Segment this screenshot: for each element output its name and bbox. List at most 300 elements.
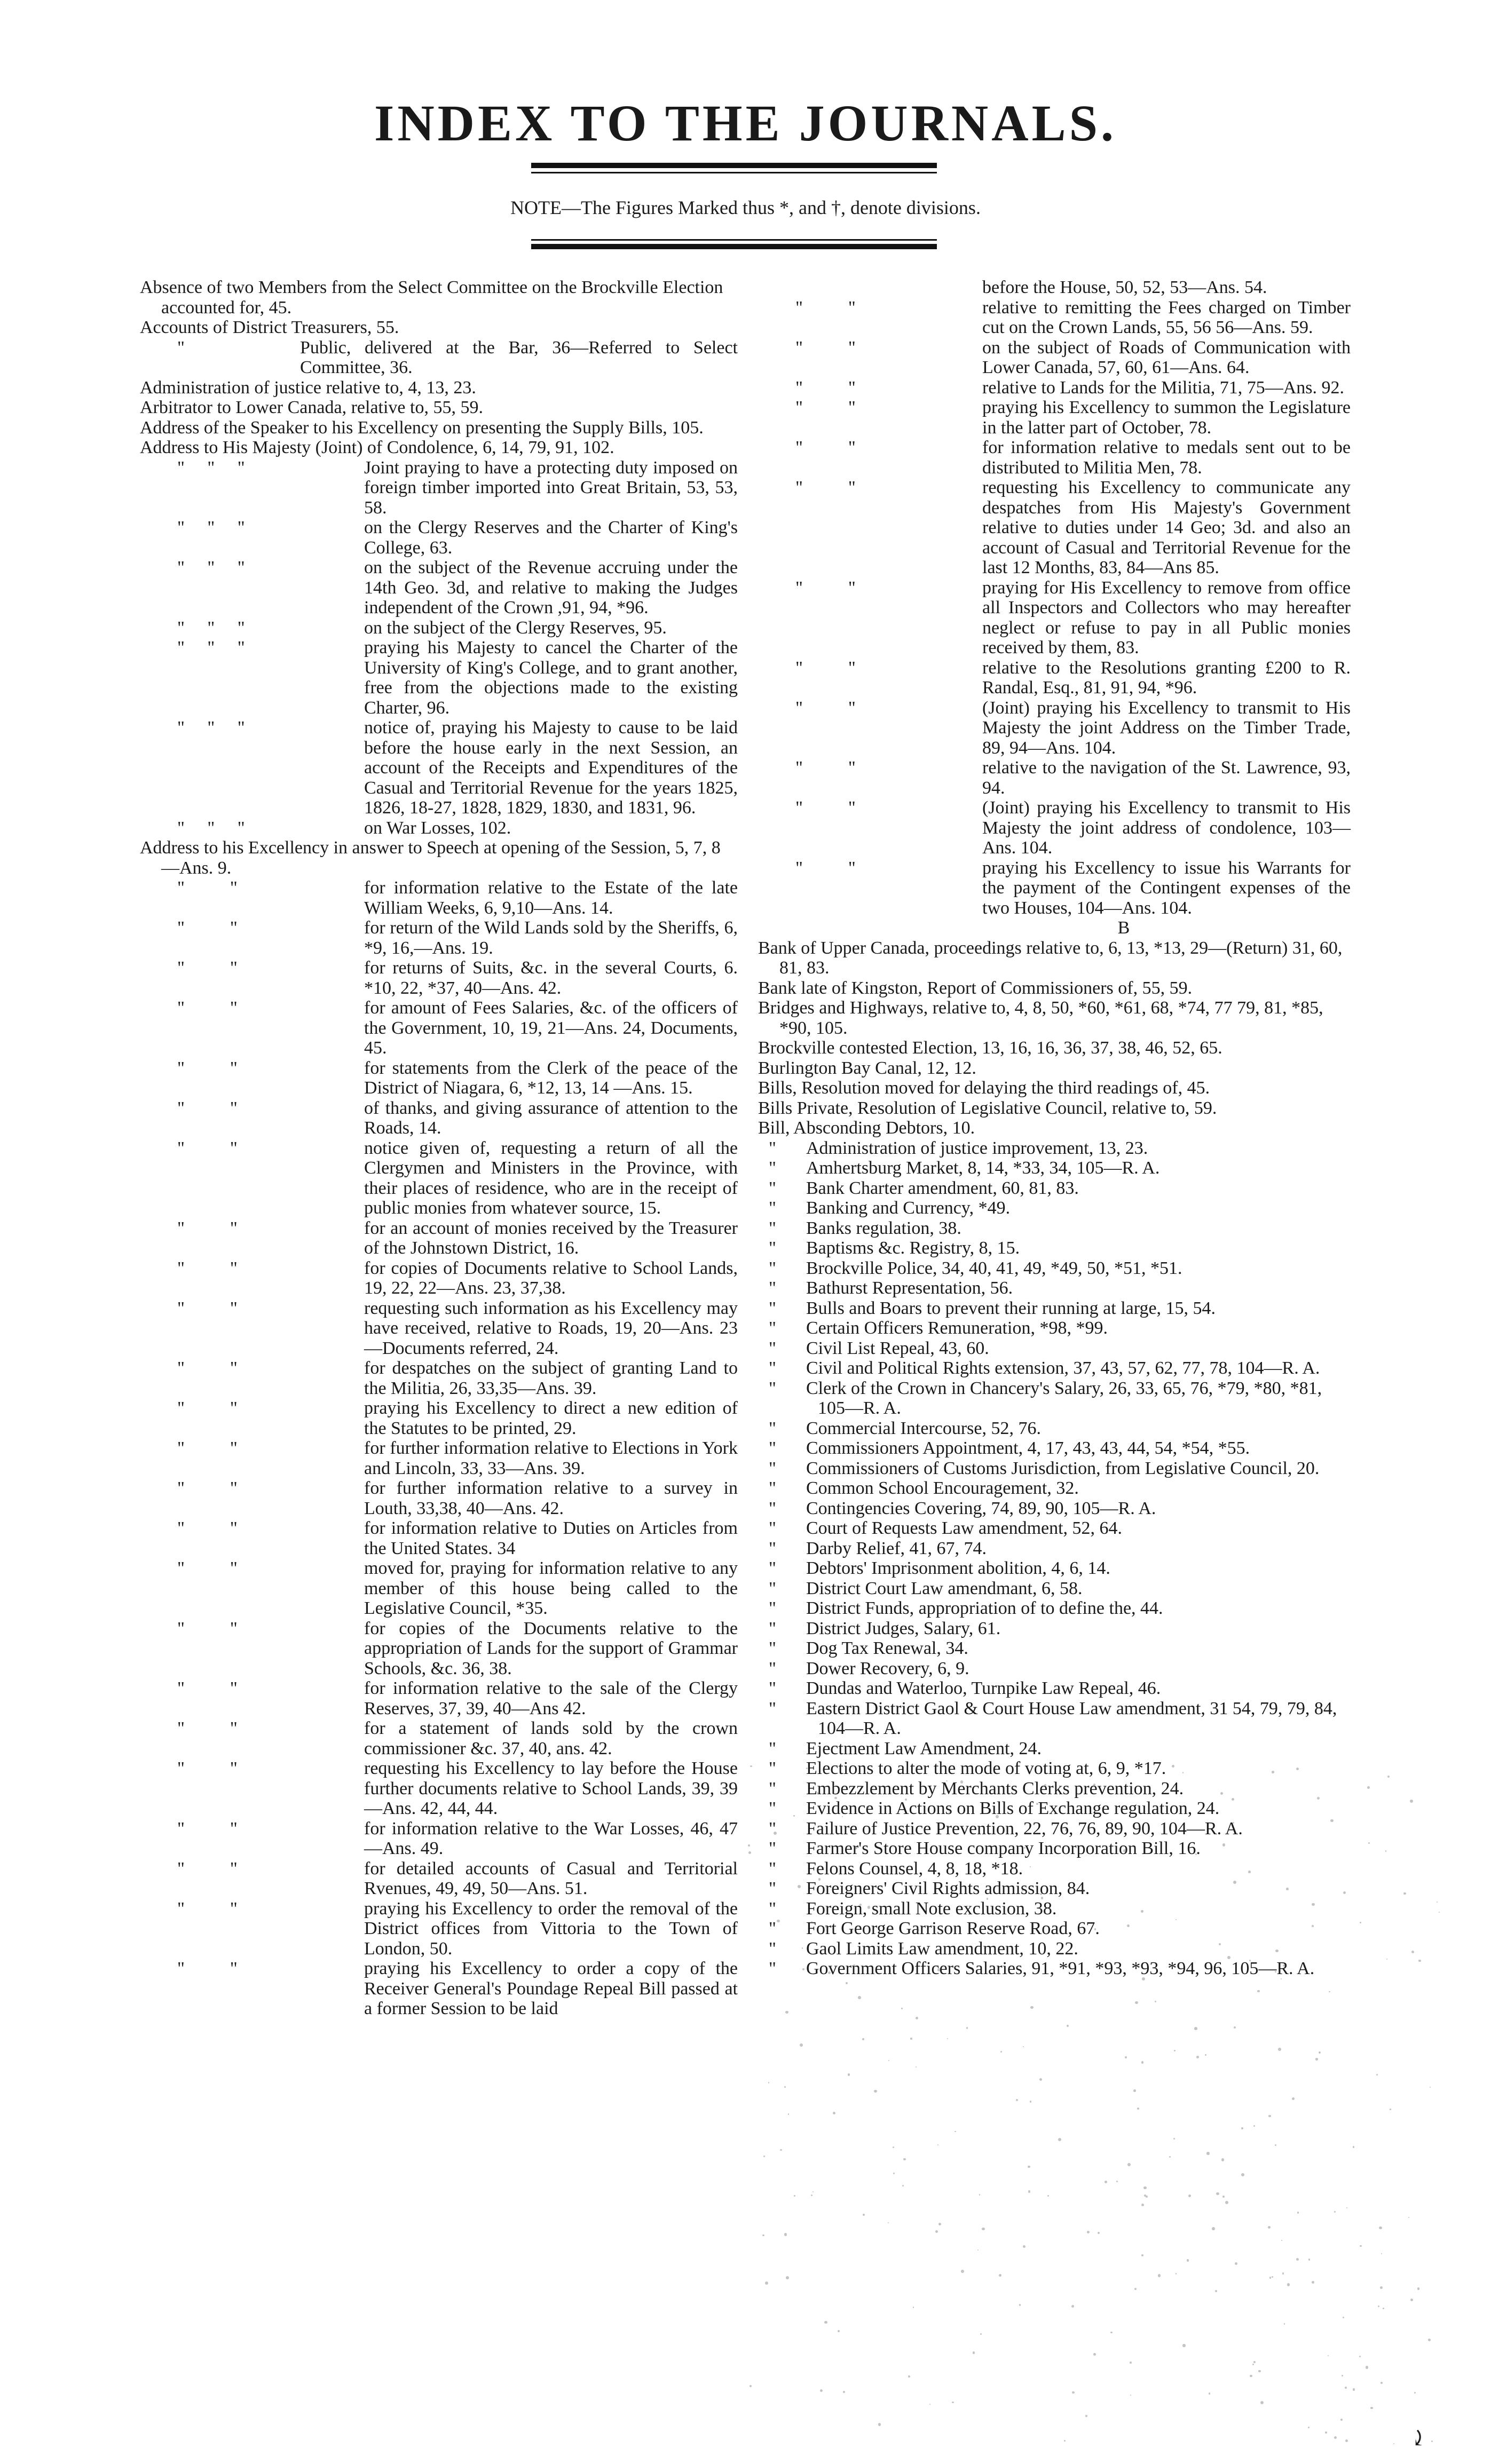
index-entry bbox=[758, 1659, 1351, 1679]
index-entry bbox=[758, 758, 1351, 798]
ditto-mark: " bbox=[177, 337, 185, 358]
paper-speck bbox=[784, 2233, 787, 2236]
index-entry bbox=[758, 398, 1351, 438]
entry-text: for further information relative to a survey in Louth, 33,38, 40—Ans. 42. bbox=[364, 1478, 738, 1518]
ditto-mark: " bbox=[769, 1258, 776, 1278]
paper-speck bbox=[1410, 1800, 1413, 1803]
ditto-mark: " " bbox=[795, 698, 856, 718]
ditto-mark: " " bbox=[177, 1818, 238, 1839]
paper-speck bbox=[1137, 2108, 1139, 2110]
ditto-mark: " " bbox=[177, 1478, 238, 1498]
paper-speck bbox=[1353, 2146, 1355, 2148]
ditto-mark: " " " bbox=[177, 457, 245, 478]
paper-speck bbox=[780, 2149, 782, 2151]
entry-text: Clerk of the Crown in Chancery's Salary, 26, 33, 65, 76, *79, *80, *81, 105—R. A. bbox=[806, 1378, 1322, 1418]
paper-speck bbox=[1393, 2443, 1395, 2445]
index-entry bbox=[140, 398, 738, 418]
index-entry bbox=[758, 978, 1351, 999]
ditto-mark: " bbox=[769, 1178, 776, 1198]
paper-speck bbox=[1040, 1893, 1042, 1895]
paper-speck bbox=[893, 2173, 894, 2174]
paper-speck bbox=[1272, 2276, 1273, 2278]
paper-speck bbox=[1087, 2231, 1090, 2233]
paper-speck bbox=[1142, 1977, 1145, 1980]
entry-text: moved for, praying for information relative to any member of this house being called to the Legislative Council, *35. bbox=[364, 1558, 738, 1618]
entry-text: for information relative to medals sent out to be distributed to Militia Men, 78. bbox=[982, 438, 1351, 478]
index-entry bbox=[758, 1919, 1351, 1939]
entry-text: Brockville contested Election, 13, 16, 16, 36, 37, 38, 46, 52, 65. bbox=[758, 1038, 1222, 1058]
entry-text: for information relative to the sale of the Clergy Reserves, 37, 39, 40—Ans 42. bbox=[364, 1678, 738, 1718]
index-entry bbox=[758, 998, 1351, 1038]
title-rule-thin bbox=[531, 172, 937, 173]
index-entry bbox=[140, 1218, 738, 1258]
index-entry bbox=[140, 998, 738, 1058]
index-entry bbox=[140, 1558, 738, 1619]
paper-speck bbox=[1378, 2305, 1380, 2308]
entry-text: District Funds, appropriation of to define the, 44. bbox=[806, 1598, 1163, 1618]
index-entry bbox=[758, 1459, 1351, 1479]
paper-speck bbox=[774, 1832, 777, 1835]
paper-speck bbox=[1346, 2207, 1347, 2208]
paper-speck bbox=[980, 2333, 982, 2335]
index-entry bbox=[758, 1758, 1351, 1779]
entry-text: Brockville Police, 34, 40, 41, 49, *49, 50, *51, *51. bbox=[806, 1258, 1182, 1278]
paper-speck bbox=[1257, 1990, 1259, 1992]
paper-speck bbox=[908, 2375, 910, 2378]
ditto-mark: " bbox=[769, 1278, 776, 1298]
index-entry bbox=[758, 1298, 1351, 1319]
ditto-mark: " " bbox=[177, 1718, 238, 1738]
ditto-mark: " " bbox=[795, 337, 856, 358]
paper-speck bbox=[1176, 2273, 1177, 2274]
paper-speck bbox=[977, 2249, 979, 2251]
index-entry bbox=[758, 1959, 1351, 1979]
paper-speck bbox=[1174, 2050, 1176, 2051]
index-entry bbox=[758, 1419, 1351, 1439]
paper-speck bbox=[1093, 2353, 1096, 2356]
index-entry bbox=[140, 1138, 738, 1218]
index-entry bbox=[758, 1678, 1351, 1699]
entry-text: District Judges, Salary, 61. bbox=[806, 1618, 1001, 1638]
entry-text: Commercial Intercourse, 52, 76. bbox=[806, 1418, 1041, 1438]
entry-text: for an account of monies received by the Treasurer of the Johnstown District, 16. bbox=[364, 1218, 738, 1258]
paper-speck bbox=[916, 2017, 918, 2019]
ditto-mark: " " bbox=[177, 1518, 238, 1538]
paper-speck bbox=[937, 2144, 938, 2145]
entry-text: requesting his Excellency to communicate any despatches from His Majesty's Government relative to duties under 14 Geo; 3d. and also an account of Casual and Territorial Revenue for the last 12 Months, 83, 84—Ans 85. bbox=[982, 478, 1351, 577]
ditto-mark: " bbox=[769, 1138, 776, 1158]
ditto-mark: " bbox=[769, 1438, 776, 1458]
index-entry bbox=[140, 1518, 738, 1558]
entry-text: for return of the Wild Lands sold by the Sheriffs, 6, *9, 16,—Ans. 19. bbox=[364, 918, 738, 958]
ditto-mark: " " bbox=[177, 1898, 238, 1919]
paper-speck bbox=[1233, 1881, 1236, 1884]
paper-speck bbox=[1319, 2051, 1321, 2054]
index-entry bbox=[758, 798, 1351, 858]
paper-speck bbox=[1216, 2192, 1219, 2195]
paper-speck bbox=[1380, 2286, 1383, 2289]
paper-speck bbox=[806, 1768, 807, 1769]
paper-speck bbox=[937, 1968, 940, 1971]
entry-text: for further information relative to Elections in York and Lincoln, 33, 33—Ans. 39. bbox=[364, 1438, 738, 1478]
paper-speck bbox=[846, 1982, 848, 1984]
entry-text: Dower Recovery, 6, 9. bbox=[806, 1658, 969, 1678]
index-column-left bbox=[140, 278, 738, 2019]
paper-speck bbox=[1182, 1772, 1184, 1773]
ditto-mark: " " bbox=[795, 758, 856, 778]
paper-speck bbox=[1278, 2048, 1281, 2051]
entry-text: Bank of Upper Canada, proceedings relative to, 6, 13, *13, 29—(Return) 31, 60, 81, 83. bbox=[758, 938, 1343, 978]
paper-speck bbox=[793, 1815, 794, 1816]
paper-speck bbox=[1275, 2144, 1276, 2146]
paper-speck bbox=[929, 2404, 930, 2405]
paper-speck bbox=[1135, 2001, 1138, 2005]
paper-speck bbox=[1387, 1776, 1390, 1778]
entry-text: for information relative to the Estate of the late William Weeks, 6, 9,10—Ans. 14. bbox=[364, 878, 738, 918]
paper-speck bbox=[1158, 2274, 1161, 2277]
paper-speck bbox=[1234, 2026, 1236, 2029]
ditto-mark: " bbox=[769, 1618, 776, 1638]
paper-speck bbox=[834, 1797, 837, 1800]
paper-speck bbox=[961, 2270, 964, 2273]
paper-speck bbox=[1105, 2181, 1107, 2183]
index-entry bbox=[758, 1539, 1351, 1559]
ditto-mark: " bbox=[769, 1839, 776, 1858]
entry-text: for statements from the Clerk of the peace of the District of Niagara, 6, *12, 13, 14 —Ans. 15. bbox=[364, 1058, 738, 1098]
page-title: INDEX TO THE JOURNALS. bbox=[374, 94, 1117, 152]
paper-speck bbox=[1252, 2364, 1254, 2365]
paper-speck bbox=[1411, 1951, 1414, 1953]
paper-speck bbox=[1258, 2370, 1260, 2372]
paper-speck bbox=[1169, 2156, 1171, 2158]
paper-speck bbox=[1368, 1842, 1370, 1844]
index-entry bbox=[758, 578, 1351, 658]
paper-speck bbox=[1317, 1797, 1320, 1800]
ditto-mark: " " bbox=[795, 657, 856, 678]
paper-speck bbox=[902, 2185, 904, 2186]
entry-text: Banking and Currency, *49. bbox=[806, 1198, 1011, 1218]
section-letter: B bbox=[1117, 918, 1130, 938]
entry-text: Darby Relief, 41, 67, 74. bbox=[806, 1538, 987, 1558]
ditto-mark: " " bbox=[177, 1438, 238, 1458]
ditto-mark: " " bbox=[177, 1398, 238, 1418]
paper-speck bbox=[750, 1765, 752, 1767]
entry-text: on the subject of the Revenue accruing under the 14th Geo. 3d, and relative to making the Judges independent of the Crown ,91, 94, *96. bbox=[364, 558, 738, 617]
paper-speck bbox=[1380, 2382, 1383, 2384]
ditto-mark: " " " bbox=[177, 617, 245, 638]
paper-speck bbox=[1439, 1912, 1440, 1913]
paper-speck bbox=[1030, 1866, 1031, 1867]
entry-text: notice of, praying his Majesty to cause to be laid before the house early in the next Session, an account of the Receipts and Expenditures of the Casual and Territorial Revenue for the years 1825, 1826, 18-27, 1828, 1829, 1830, and 1831, 96. bbox=[364, 718, 738, 818]
paper-speck bbox=[1268, 2226, 1271, 2229]
paper-speck bbox=[1296, 1768, 1299, 1770]
index-entry bbox=[140, 1438, 738, 1478]
index-entry bbox=[758, 338, 1351, 378]
paper-speck bbox=[1312, 2281, 1314, 2284]
entry-text: Bank late of Kingston, Report of Commissioners of, 55, 59. bbox=[758, 978, 1193, 998]
index-entry bbox=[140, 878, 738, 918]
ditto-mark: " bbox=[769, 1218, 776, 1238]
index-entry bbox=[758, 1619, 1351, 1639]
paper-speck bbox=[1141, 2061, 1144, 2064]
paper-speck bbox=[1342, 2375, 1343, 2376]
entry-text: Embezzlement by Merchants Clerks prevention, 24. bbox=[806, 1778, 1184, 1799]
paper-speck bbox=[794, 2195, 795, 2197]
index-entry bbox=[758, 1078, 1351, 1098]
ditto-mark: " " bbox=[795, 438, 856, 457]
paper-speck bbox=[777, 1920, 779, 1922]
paper-speck bbox=[842, 1816, 843, 1817]
paper-speck bbox=[901, 1947, 904, 1950]
ditto-mark: " " " bbox=[177, 718, 245, 738]
paper-speck bbox=[1253, 2125, 1255, 2127]
paper-speck bbox=[1287, 2283, 1290, 2286]
index-entry bbox=[758, 1518, 1351, 1539]
ditto-mark: " " bbox=[177, 1218, 238, 1238]
ditto-mark: " " " bbox=[177, 518, 245, 537]
paper-speck bbox=[1366, 2366, 1369, 2369]
ditto-mark: " bbox=[769, 1658, 776, 1678]
index-entry bbox=[758, 1579, 1351, 1599]
paper-speck bbox=[1437, 1902, 1438, 1903]
paper-speck bbox=[1296, 2258, 1299, 2261]
ditto-mark: " " bbox=[177, 1098, 238, 1118]
ditto-mark: " bbox=[769, 1418, 776, 1438]
paper-speck bbox=[1360, 2245, 1361, 2247]
ditto-mark: " " bbox=[795, 577, 856, 598]
entry-text: District Court Law amendmant, 6, 58. bbox=[806, 1578, 1083, 1598]
entry-text: requesting his Excellency to lay before the House further documents relative to School Lands, 39, 39—Ans. 42, 44, 44. bbox=[364, 1758, 738, 1818]
entry-text: Government Officers Salaries, 91, *91, *93, *93, *94, 96, 105—R. A. bbox=[806, 1959, 1315, 1978]
index-entry bbox=[758, 1218, 1351, 1239]
index-entry bbox=[140, 1619, 738, 1679]
paper-speck bbox=[888, 2222, 889, 2224]
paper-speck bbox=[935, 2230, 938, 2233]
ditto-mark: " bbox=[769, 1378, 776, 1398]
ditto-mark: " bbox=[769, 1818, 776, 1839]
entry-text: Banks regulation, 38. bbox=[806, 1218, 961, 1238]
index-entry bbox=[758, 1819, 1351, 1839]
paper-speck bbox=[802, 1968, 804, 1970]
paper-speck bbox=[1410, 2299, 1413, 2301]
ditto-mark: " " bbox=[795, 377, 856, 398]
paper-speck bbox=[938, 2223, 941, 2225]
ditto-mark: " bbox=[769, 1518, 776, 1538]
paper-speck bbox=[1030, 2101, 1031, 2102]
paper-speck bbox=[1141, 2204, 1144, 2206]
paper-speck bbox=[1196, 2056, 1199, 2058]
paper-speck bbox=[947, 2038, 948, 2039]
paper-speck bbox=[1028, 2166, 1030, 2168]
ditto-mark: " bbox=[769, 1338, 776, 1358]
paper-speck bbox=[1330, 1819, 1333, 1822]
index-entry bbox=[758, 1278, 1351, 1298]
paper-speck bbox=[853, 1964, 855, 1966]
index-entry bbox=[140, 1678, 738, 1718]
ditto-mark: " bbox=[769, 1678, 776, 1698]
paper-speck bbox=[1143, 2186, 1147, 2190]
ditto-mark: " " bbox=[177, 1258, 238, 1278]
paper-speck bbox=[1194, 2027, 1197, 2030]
entry-text: for detailed accounts of Casual and Territorial Rvenues, 49, 49, 50—Ans. 51. bbox=[364, 1858, 738, 1898]
paper-speck bbox=[1379, 2227, 1382, 2230]
paper-speck bbox=[1123, 1849, 1126, 1852]
index-entry bbox=[140, 1758, 738, 1819]
entry-text: Commissioners of Customs Jurisdiction, from Legislative Council, 20. bbox=[806, 1458, 1320, 1478]
paper-speck bbox=[1098, 2232, 1100, 2234]
paper-speck bbox=[1067, 2025, 1069, 2027]
entry-text: before the House, 50, 52, 53—Ans. 54. bbox=[982, 278, 1267, 297]
entry-text: Certain Officers Remuneration, *98, *99. bbox=[806, 1318, 1108, 1338]
paper-speck bbox=[1173, 2138, 1175, 2140]
ditto-mark: " " bbox=[177, 1358, 238, 1378]
note-rule-thick bbox=[531, 244, 937, 249]
entry-text: notice given of, requesting a return of all the Clergymen and Ministers in the Province, with their places of residence, who are in the receipt of public monies from whatever source, 15. bbox=[364, 1138, 738, 1218]
index-entry bbox=[140, 1098, 738, 1138]
ditto-mark: " bbox=[769, 1738, 776, 1758]
ditto-mark: " bbox=[769, 1198, 776, 1218]
entry-text: praying his Excellency to order a copy of the Receiver General's Poundage Repeal Bill passed at a former Session to be laid bbox=[364, 1959, 738, 2018]
paper-speck bbox=[1235, 2262, 1237, 2265]
paper-speck bbox=[1209, 2392, 1210, 2394]
ditto-mark: " bbox=[769, 1238, 776, 1258]
paper-speck bbox=[1064, 2440, 1066, 2442]
paper-speck bbox=[1297, 2212, 1299, 2214]
index-entry bbox=[140, 338, 738, 378]
entry-text: relative to the navigation of the St. Lawrence, 93, 94. bbox=[982, 758, 1351, 798]
paper-speck bbox=[1222, 1843, 1225, 1846]
paper-speck bbox=[833, 2112, 835, 2114]
paper-speck bbox=[910, 2038, 912, 2040]
entry-text: Foreign, small Note exclusion, 38. bbox=[806, 1898, 1057, 1919]
paper-speck bbox=[824, 2321, 827, 2324]
paper-speck bbox=[1022, 1889, 1024, 1891]
paper-speck bbox=[784, 2086, 786, 2088]
entry-text: on the Clergy Reserves and the Charter of King's College, 63. bbox=[364, 518, 738, 558]
paper-speck bbox=[893, 2146, 894, 2148]
ditto-mark: " bbox=[769, 1938, 776, 1959]
note-line: NOTE—The Figures Marked thus *, and †, denote divisions. bbox=[510, 197, 981, 218]
entry-text: Bridges and Highways, relative to, 4, 8, 50, *60, *61, 68, *74, 77 79, 81, *85, *90, 105. bbox=[758, 998, 1323, 1038]
entry-text: praying his Excellency to summon the Legislature in the latter part of October, 78. bbox=[982, 398, 1351, 438]
paper-speck bbox=[1100, 1770, 1102, 1772]
ditto-mark: " " bbox=[795, 478, 856, 497]
index-entry bbox=[758, 378, 1351, 398]
entry-text: Address to his Excellency in answer to Speech at opening of the Session, 5, 7, 8—Ans. 9. bbox=[140, 838, 721, 878]
paper-speck bbox=[1367, 1786, 1370, 1789]
ditto-mark: " " " bbox=[177, 638, 245, 657]
paper-speck bbox=[1094, 1928, 1096, 1930]
entry-text: Fort George Garrison Reserve Road, 67. bbox=[806, 1919, 1100, 1938]
ditto-mark: " bbox=[769, 1498, 776, 1518]
entry-text: Failure of Justice Prevention, 22, 76, 76, 89, 90, 104—R. A. bbox=[806, 1818, 1243, 1839]
entry-text: for information relative to Duties on Articles from the United States. 34 bbox=[364, 1518, 738, 1558]
entry-text: for information relative to the War Losses, 46, 47—Ans. 49. bbox=[364, 1818, 738, 1858]
entry-text: for returns of Suits, &c. in the several Courts, 6. *10, 22, *37, 40—Ans. 42. bbox=[364, 958, 738, 998]
entry-text: Contingencies Covering, 74, 89, 90, 105—R. A. bbox=[806, 1498, 1156, 1518]
ditto-mark: " " bbox=[177, 1058, 238, 1078]
ditto-mark: " " bbox=[795, 297, 856, 318]
paper-speck bbox=[1260, 2401, 1264, 2404]
entry-text: relative to remitting the Fees charged on Timber cut on the Crown Lands, 55, 56 56—Ans. 59. bbox=[982, 297, 1351, 337]
paper-speck bbox=[1134, 2288, 1137, 2290]
title-rule-thick bbox=[531, 163, 937, 168]
entry-text: Burlington Bay Canal, 12, 12. bbox=[758, 1058, 976, 1078]
paper-speck bbox=[1417, 2287, 1419, 2289]
entry-text: Dog Tax Renewal, 34. bbox=[806, 1638, 968, 1658]
paper-speck bbox=[1110, 2332, 1112, 2333]
index-entry bbox=[140, 378, 738, 398]
entry-text: on the subject of the Clergy Reserves, 95. bbox=[364, 617, 667, 638]
paper-speck bbox=[1418, 1960, 1421, 1962]
entry-text: Absence of two Members from the Select Committee on the Brockville Election accounted for, 45. bbox=[140, 278, 723, 318]
index-entry bbox=[758, 1779, 1351, 1799]
paper-speck bbox=[1241, 2127, 1244, 2130]
paper-speck bbox=[1206, 2152, 1209, 2154]
paper-speck bbox=[812, 2191, 814, 2192]
index-entry bbox=[140, 458, 738, 518]
index-entry bbox=[140, 518, 738, 558]
index-entry bbox=[140, 1819, 738, 1859]
paper-speck bbox=[1127, 1924, 1130, 1927]
paper-speck bbox=[785, 2011, 788, 2014]
entry-text: for despatches on the subject of granting Land to the Militia, 26, 33,35—Ans. 39. bbox=[364, 1358, 738, 1398]
paper-speck bbox=[1085, 2415, 1087, 2417]
index-entry bbox=[758, 1178, 1351, 1199]
index-entry bbox=[140, 1478, 738, 1518]
index-entry bbox=[758, 478, 1351, 578]
ditto-mark: " " bbox=[177, 1298, 238, 1318]
entry-text: Gaol Limits Law amendment, 10, 22. bbox=[806, 1938, 1078, 1959]
ditto-mark: " bbox=[769, 1558, 776, 1578]
paper-speck bbox=[1187, 2259, 1189, 2262]
paper-speck bbox=[903, 2158, 905, 2160]
paper-speck bbox=[1308, 2259, 1311, 2261]
paper-speck bbox=[1390, 2109, 1391, 2110]
index-entry bbox=[758, 1358, 1351, 1378]
entry-text: Administration of justice relative to, 4, 13, 23. bbox=[140, 377, 476, 398]
paper-speck bbox=[1272, 1771, 1274, 1773]
entry-text: Foreigners' Civil Rights admission, 84. bbox=[806, 1879, 1090, 1898]
ditto-mark: " bbox=[769, 1898, 776, 1919]
paper-speck bbox=[1071, 2305, 1074, 2308]
paper-speck bbox=[1329, 1991, 1330, 1993]
entry-text: Felons Counsel, 4, 8, 18, *18. bbox=[806, 1858, 1023, 1879]
entry-text: Elections to alter the mode of voting at, 6, 9, *17. bbox=[806, 1758, 1166, 1778]
paper-speck bbox=[800, 2043, 803, 2047]
entry-text: (Joint) praying his Excellency to transmit to His Majesty the joint Address on the Timber Trade, 89, 94—Ans. 104. bbox=[982, 698, 1351, 758]
paper-speck bbox=[1250, 2375, 1252, 2377]
paper-speck bbox=[838, 2330, 840, 2332]
entry-text: praying his Excellency to order the removal of the District offices from Vittoria to the Town of London, 50. bbox=[364, 1898, 738, 1959]
paper-speck bbox=[1345, 2439, 1348, 2443]
paper-speck bbox=[843, 2391, 845, 2393]
page-corner-mark-icon: ⤸ bbox=[1409, 2426, 1427, 2450]
ditto-mark: " " bbox=[177, 1558, 238, 1578]
index-entry bbox=[758, 1158, 1351, 1178]
index-entry bbox=[140, 918, 738, 958]
ditto-mark: " bbox=[769, 1298, 776, 1318]
paper-speck bbox=[1182, 2344, 1185, 2347]
paper-speck bbox=[768, 2082, 770, 2083]
paper-speck bbox=[1144, 2194, 1146, 2197]
paper-speck bbox=[1215, 2290, 1217, 2292]
ditto-mark: " bbox=[769, 1778, 776, 1799]
entry-text: for amount of Fees Salaries, &c. of the officers of the Government, 10, 19, 21—Ans. 24, Documents, 45. bbox=[364, 998, 738, 1058]
paper-speck bbox=[1133, 2089, 1136, 2092]
paper-speck bbox=[913, 2307, 914, 2308]
paper-speck bbox=[1023, 2245, 1026, 2248]
